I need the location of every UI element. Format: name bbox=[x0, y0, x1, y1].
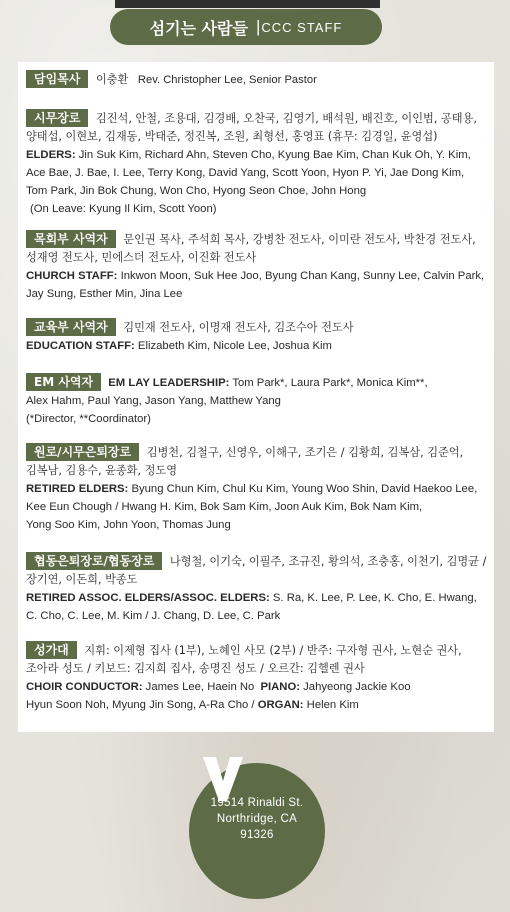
pastor-name-en: Rev. Christopher Lee, Senior Pastor bbox=[137, 74, 317, 86]
assoc-elders-en-line: S. Ra, K. Lee, P. Lee, K. Cho, E. Hwang, bbox=[272, 592, 477, 604]
address bbox=[189, 795, 325, 843]
education-ko: 김민재 전도사, 이명재 전도사, 김조수아 전도사 bbox=[123, 321, 354, 334]
elders-en-line: Ace Bae, J. Bae, I. Lee, Terry Kong, David Yang, Scott Yoon, Hyon P. Yi, Jae Dong Kim, bbox=[26, 167, 465, 179]
elders-ko-line: 김진석, 안철, 조용대, 김경배, 오찬국, 김영기, 배석원, 배진호, 이인범, 공태용, bbox=[95, 112, 477, 125]
em-en-note: (*Director, **Coordinator) bbox=[26, 413, 151, 425]
choir-piano-heading: PIANO: bbox=[260, 681, 300, 693]
retired-elders-en-line: Yong Soo Kim, John Yoon, Thomas Jung bbox=[26, 519, 231, 531]
label-assoc-elders: 협동은퇴장로/협동장로 bbox=[26, 552, 162, 570]
retired-elders-en-line: Byung Chun Kim, Chul Ku Kim, Young Woo Shin, David Haekoo Lee, bbox=[131, 483, 478, 495]
choir-ko-line: 지휘: 이제형 집사 (1부), 노혜인 사모 (2부) / 반주: 구자형 권사, 노현순 권사, bbox=[84, 644, 462, 657]
retired-elders-ko-line: 김병천, 김철구, 신영우, 이해구, 조기은 / 김황희, 김복삼, 김준억, bbox=[146, 446, 464, 459]
assoc-elders-en-line: C. Cho, C. Lee, M. Kim / J. Chang, D. Lee, C. Park bbox=[26, 610, 281, 622]
section-church-staff bbox=[26, 230, 488, 303]
staff-panel bbox=[18, 62, 494, 732]
label-retired-elders: 원로/시무은퇴장로 bbox=[26, 443, 139, 461]
label-church-staff: 목회부 사역자 bbox=[26, 230, 116, 248]
label-elders: 시무장로 bbox=[26, 109, 88, 127]
top-band bbox=[115, 0, 380, 8]
section-retired-elders bbox=[26, 443, 488, 534]
education-en-heading: EDUCATION STAFF: bbox=[26, 340, 135, 352]
elders-on-leave: (On Leave: Kyung Il Kim, Scott Yoon) bbox=[30, 203, 217, 215]
section-senior-pastor bbox=[26, 70, 488, 89]
elders-en-line: Tom Park, Jin Bok Chung, Won Cho, Hyong Seon Choe, John Hong bbox=[26, 185, 367, 197]
choir-conductor-heading: CHOIR CONDUCTOR: bbox=[26, 681, 143, 693]
section-assoc-elders bbox=[26, 552, 488, 625]
choir-piano: Jahyeong Jackie Koo bbox=[303, 681, 411, 693]
church-staff-ko-line: 성재영 전도사, 민에스더 전도사, 이진화 전도사 bbox=[26, 251, 257, 264]
elders-en-heading: ELDERS: bbox=[26, 149, 76, 161]
choir-organ-heading: ORGAN: bbox=[257, 699, 304, 711]
elders-ko-line: 양태섭, 이현보, 김재동, 박태준, 정진복, 조원, 최형선, 홍영표 (휴무: 김경일, 윤영섭) bbox=[26, 130, 438, 143]
choir-conductor: James Lee, Haein No bbox=[145, 681, 255, 693]
section-em-staff bbox=[26, 373, 488, 428]
pastor-name-ko: 이충환 bbox=[95, 73, 129, 86]
assoc-elders-ko-line: 나형철, 이기숙, 이필주, 조규진, 황의석, 조충홍, 이천기, 김명균 / bbox=[169, 555, 487, 568]
em-en-line: Tom Park*, Laura Park*, Monica Kim**, bbox=[232, 377, 428, 389]
page-title bbox=[110, 9, 382, 45]
title-english: CCC STAFF bbox=[261, 19, 343, 35]
church-staff-ko-line: 문인권 목사, 주석희 목사, 강병찬 전도사, 이미란 전도사, 박찬경 전도사, bbox=[123, 233, 476, 246]
title-korean: 섬기는 사람들 bbox=[149, 18, 248, 38]
title-divider: | bbox=[255, 17, 261, 36]
assoc-elders-en-heading: RETIRED ASSOC. ELDERS/ASSOC. ELDERS: bbox=[26, 592, 270, 604]
label-senior-pastor: 담임목사 bbox=[26, 70, 88, 88]
choir-en-line: Hyun Soon Noh, Myung Jin Song, A-Ra Cho / bbox=[26, 699, 255, 711]
choir-organ: Helen Kim bbox=[306, 699, 359, 711]
retired-elders-en-heading: RETIRED ELDERS: bbox=[26, 483, 129, 495]
em-en-line: Alex Hahm, Paul Yang, Jason Yang, Matthew Yang bbox=[26, 395, 281, 407]
em-en-heading: EM LAY LEADERSHIP: bbox=[108, 377, 230, 389]
address-street: 19514 Rinaldi St. bbox=[210, 797, 304, 809]
assoc-elders-ko-line: 장기연, 이돈희, 박종도 bbox=[26, 573, 138, 586]
elders-en-line: Jin Suk Kim, Richard Ahn, Steven Cho, Kyung Bae Kim, Chan Kuk Oh, Y. Kim, bbox=[78, 149, 471, 161]
retired-elders-en-line: Kee Eun Chough / Hwang H. Kim, Bok Sam Kim, Joon Auk Kim, Bok Nam Kim, bbox=[26, 501, 423, 513]
education-en: Elizabeth Kim, Nicole Lee, Joshua Kim bbox=[137, 340, 332, 352]
address-zip: 91326 bbox=[240, 829, 274, 841]
retired-elders-ko-line: 김복남, 김용수, 윤종화, 정도영 bbox=[26, 464, 178, 477]
church-staff-en-line: Inkwon Moon, Suk Hee Joo, Byung Chan Kang, Sunny Lee, Calvin Park, bbox=[120, 270, 485, 282]
choir-ko-line: 조아라 성도 / 키보드: 김지희 집사, 송명진 성도 / 오르간: 김헬렌 권사 bbox=[26, 662, 365, 675]
section-choir bbox=[26, 641, 488, 714]
label-em-staff: EM 사역자 bbox=[26, 373, 101, 391]
section-elders bbox=[26, 109, 488, 218]
address-city: Northridge, CA bbox=[216, 813, 298, 825]
label-education-staff: 교육부 사역자 bbox=[26, 318, 116, 336]
label-choir: 성가대 bbox=[26, 641, 77, 659]
church-staff-en-line: Jay Sung, Esther Min, Jina Lee bbox=[26, 288, 183, 300]
section-education-staff bbox=[26, 318, 488, 355]
church-staff-en-heading: CHURCH STAFF: bbox=[26, 270, 118, 282]
